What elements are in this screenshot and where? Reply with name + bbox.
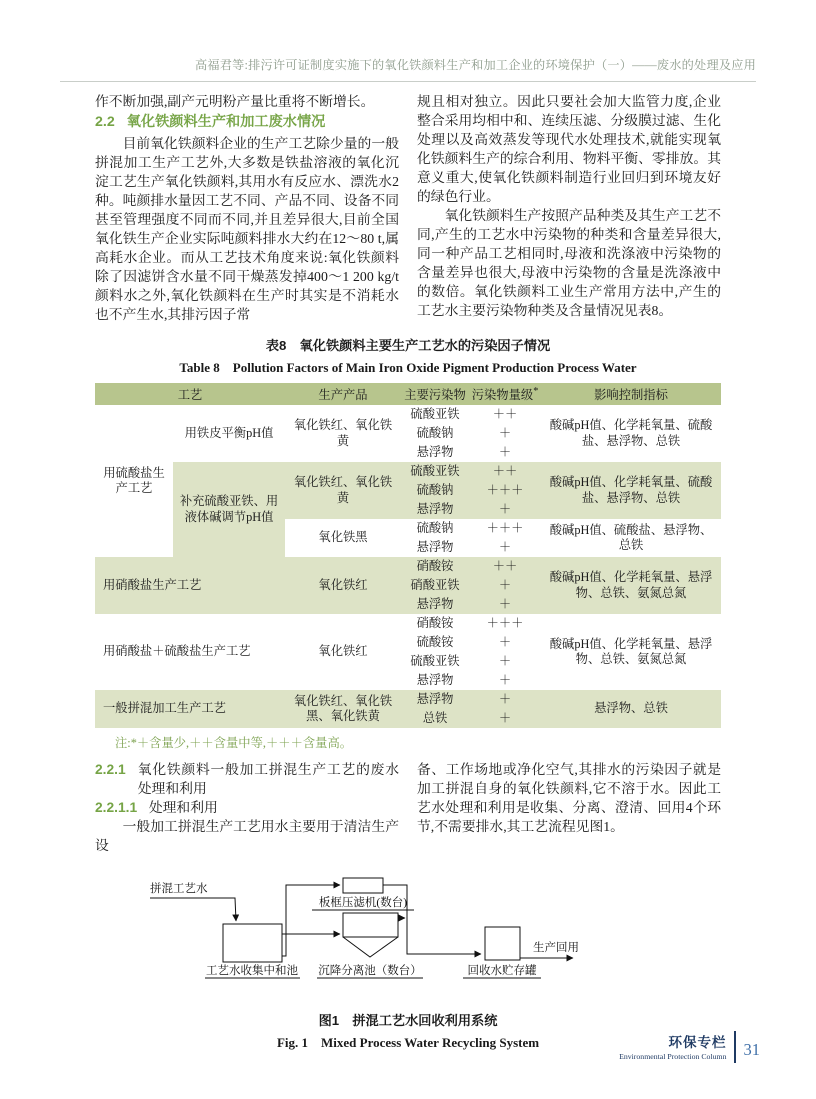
level-cell: ＋ bbox=[469, 633, 541, 652]
pollutant-cell: 悬浮物 bbox=[401, 671, 469, 690]
filter-press-label: 板框压滤机(数台) bbox=[318, 897, 408, 909]
level-cell: ＋＋ bbox=[469, 462, 541, 481]
level-cell: ＋＋ bbox=[469, 405, 541, 424]
figure1-caption-en: Fig. 1 Mixed Process Water Recycling System bbox=[276, 1035, 540, 1050]
settler-label: 沉降分离池（数台） bbox=[318, 965, 422, 977]
header-rule bbox=[60, 81, 756, 82]
col-header-indicator: 影响控制指标 bbox=[541, 383, 721, 405]
table-row bbox=[95, 462, 721, 481]
settler-box bbox=[343, 913, 398, 937]
level-cell: ＋＋＋ bbox=[469, 519, 541, 538]
footer-column-name bbox=[619, 1031, 726, 1061]
col-header-level bbox=[469, 383, 541, 405]
pollutant-cell: 悬浮物 bbox=[401, 690, 469, 709]
footer-divider-bar bbox=[734, 1031, 736, 1063]
product-cell: 氧化铁红、氧化铁黄 bbox=[285, 462, 401, 519]
col-header-process: 工艺 bbox=[95, 383, 285, 405]
col-header-product: 生产产品 bbox=[285, 383, 401, 405]
page-number: 31 bbox=[743, 1040, 760, 1059]
level-cell: ＋ bbox=[469, 671, 541, 690]
process-group-cell: 用硫酸盐生产工艺 bbox=[95, 405, 173, 557]
col-header-pollutant: 主要污染物 bbox=[401, 383, 469, 405]
body-paragraph: 氧化铁颜料生产按照产品种类及其生产工艺不同,产生的工艺水中污染物的种类和含量差异很大,同一种产品工艺相同时,母液和洗涤液中污染物的含量差异也很大,母液中污染物的含量是洗涤液中的数倍。氧化铁颜料工业生产常用方法中,产生的工艺水主要污染物种类及含量情况见表8。 bbox=[417, 208, 721, 318]
pollutant-cell: 硝酸铵 bbox=[401, 614, 469, 633]
settler-funnel bbox=[343, 937, 398, 957]
level-cell: ＋ bbox=[469, 690, 541, 709]
footer-column-zh: 环保专栏 bbox=[668, 1035, 727, 1050]
to-filter-line bbox=[282, 885, 340, 956]
table-row bbox=[95, 614, 721, 633]
storage-tank-box bbox=[485, 927, 520, 960]
pollutant-cell: 硫酸钠 bbox=[401, 519, 469, 538]
product-cell: 氧化铁红、氧化铁黄 bbox=[285, 405, 401, 462]
pollutant-cell: 悬浮物 bbox=[401, 595, 469, 614]
running-header: 高福君等:排污许可证制度实施下的氧化铁颜料生产和加工企业的环境保护（一）——废水的处理及应用 bbox=[194, 58, 756, 72]
body-paragraph: 一般加工拼混生产工艺用水主要用于清洁生产设 bbox=[95, 819, 399, 853]
table-row bbox=[95, 690, 721, 709]
right-column bbox=[417, 92, 721, 324]
figure1-container bbox=[95, 868, 721, 1051]
indicator-cell: 悬浮物、总铁 bbox=[541, 690, 721, 728]
section-title: 氧化铁颜料一般加工拼混生产工艺的废水处理和利用 bbox=[137, 762, 399, 796]
col-header-level-text: 污染物量级 bbox=[471, 388, 534, 402]
indicator-cell: 酸碱pH值、化学耗氧量、硫酸盐、悬浮物、总铁 bbox=[541, 462, 721, 519]
level-cell: ＋ bbox=[469, 538, 541, 557]
level-cell: ＋ bbox=[469, 424, 541, 443]
pollutant-cell: 总铁 bbox=[401, 709, 469, 728]
pollutant-cell: 悬浮物 bbox=[401, 500, 469, 519]
pollutant-cell: 悬浮物 bbox=[401, 443, 469, 462]
table-row bbox=[95, 405, 721, 424]
right-column bbox=[417, 760, 721, 855]
left-column bbox=[95, 92, 399, 324]
level-cell: ＋ bbox=[469, 652, 541, 671]
section-number: 2.2 bbox=[95, 114, 115, 130]
process-group-cell: 用硝酸盐生产工艺 bbox=[95, 557, 285, 614]
filter-press-box bbox=[343, 878, 383, 893]
product-cell: 氧化铁红、氧化铁黑、氧化铁黄 bbox=[285, 690, 401, 728]
collection-tank-label: 工艺水收集中和池 bbox=[206, 965, 298, 977]
body-paragraph: 作不断加强,副产元明粉产量比重将不断增长。 bbox=[95, 94, 375, 109]
process-group-cell: 用硝酸盐＋硫酸盐生产工艺 bbox=[95, 614, 285, 690]
pollutant-cell: 硫酸铵 bbox=[401, 633, 469, 652]
table8-footnote: 注:*＋含量少,＋＋含量中等,＋＋＋含量高。 bbox=[115, 736, 353, 750]
section-title: 氧化铁颜料生产和加工废水情况 bbox=[126, 114, 326, 130]
level-asterisk: * bbox=[533, 385, 539, 397]
feed-label: 拼混工艺水 bbox=[150, 883, 208, 895]
level-cell: ＋ bbox=[469, 500, 541, 519]
indicator-cell: 酸碱pH值、化学耗氧量、悬浮物、总铁、氨氮总氮 bbox=[541, 614, 721, 690]
top-columns bbox=[95, 92, 721, 324]
table8 bbox=[95, 383, 721, 728]
collection-tank-box bbox=[223, 924, 282, 962]
section-heading-2-2 bbox=[95, 113, 399, 132]
body-paragraph: 规且相对独立。因此只要社会加大监管力度,企业整合采用均相中和、连续压滤、分级膜过滤、生化处理以及高效蒸发等现代水处理技术,就能实现氧化铁颜料生产的综合利用、物料平衡、零排放。其意义重大,使氧化铁颜料制造行业回归到环境友好的绿色行业。 bbox=[417, 94, 721, 204]
table8-caption-en: Table 8 Pollution Factors of Main Iron Oxide Pigment Production Process Water bbox=[179, 360, 637, 375]
level-cell: ＋＋ bbox=[469, 557, 541, 576]
section-title: 处理和利用 bbox=[148, 800, 218, 815]
footer-column-en: Environmental Protection Column bbox=[619, 1052, 727, 1061]
figure1-flow-diagram bbox=[95, 868, 722, 1003]
process-group-cell: 一般拼混加工生产工艺 bbox=[95, 690, 285, 728]
indicator-cell: 酸碱pH值、化学耗氧量、悬浮物、总铁、氨氮总氮 bbox=[541, 557, 721, 614]
section-number: 2.2.1.1 bbox=[95, 800, 138, 815]
body-paragraph: 目前氧化铁颜料企业的生产工艺除少量的一般拼混加工生产工艺外,大多数是铁盐溶液的氧化沉淀工艺生产氧化铁颜料,其用水有反应水、漂洗水2种。吨颜排水量因工艺不同、产品不同、设备不同甚至管理强度不同而不同,并且差异很大,目前全国氧化铁生产企业实际吨颜料排水大约在12～80 t,属高耗水企业。而从工艺技术角度来说:氧化铁颜料除了因滤饼含水量不同干燥蒸发掉400～1 200 kg/t颜料水之外,氧化铁颜料在生产时其实是不消耗水也不产生水,其排污因子常 bbox=[95, 136, 399, 322]
method-cell: 补充硫酸亚铁、用液体碱调节pH值 bbox=[173, 462, 285, 557]
storage-tank-label: 回收水贮存罐 bbox=[467, 965, 537, 977]
level-cell: ＋ bbox=[469, 709, 541, 728]
feed-line bbox=[150, 898, 236, 921]
section-221-columns bbox=[95, 760, 721, 855]
product-cell: 氧化铁红 bbox=[285, 614, 401, 690]
page-footer bbox=[619, 1031, 760, 1063]
pollutant-cell: 悬浮物 bbox=[401, 538, 469, 557]
body-paragraph: 备、工作场地或净化空气,其排水的污染因子就是加工拼混自身的氧化铁颜料,它不溶于水。因此工艺水处理和利用是收集、分离、澄清、回用4个环节,不需要排水,其工艺流程见图1。 bbox=[417, 762, 721, 834]
level-cell: ＋ bbox=[469, 576, 541, 595]
table-row bbox=[95, 557, 721, 576]
level-cell: ＋ bbox=[469, 595, 541, 614]
level-cell: ＋＋＋ bbox=[469, 614, 541, 633]
indicator-cell: 酸碱pH值、化学耗氧量、硫酸盐、悬浮物、总铁 bbox=[541, 405, 721, 462]
pollutant-cell: 硫酸亚铁 bbox=[401, 652, 469, 671]
left-column bbox=[95, 760, 399, 855]
product-cell: 氧化铁红 bbox=[285, 557, 401, 614]
level-cell: ＋ bbox=[469, 443, 541, 462]
method-cell: 用铁皮平衡pH值 bbox=[173, 405, 285, 462]
pollutant-cell: 硫酸钠 bbox=[401, 424, 469, 443]
indicator-cell: 酸碱pH值、硫酸盐、悬浮物、总铁 bbox=[541, 519, 721, 557]
section-heading-2-2-1-1 bbox=[95, 798, 399, 817]
pollutant-cell: 硝酸亚铁 bbox=[401, 576, 469, 595]
output-label: 生产回用 bbox=[533, 942, 579, 954]
pollutant-cell: 硫酸亚铁 bbox=[401, 405, 469, 424]
table-header-row bbox=[95, 383, 721, 405]
level-cell: ＋＋＋ bbox=[469, 481, 541, 500]
section-heading-2-2-1 bbox=[95, 760, 399, 798]
pollutant-cell: 硝酸铵 bbox=[401, 557, 469, 576]
product-cell: 氧化铁黑 bbox=[285, 519, 401, 557]
pollutant-cell: 硫酸亚铁 bbox=[401, 462, 469, 481]
table8-caption-zh: 表8 氧化铁颜料主要生产工艺水的污染因子情况 bbox=[265, 338, 551, 353]
figure1-caption-zh: 图1 拼混工艺水回收利用系统 bbox=[318, 1013, 498, 1028]
section-number: 2.2.1 bbox=[95, 762, 126, 777]
pollutant-cell: 硫酸钠 bbox=[401, 481, 469, 500]
